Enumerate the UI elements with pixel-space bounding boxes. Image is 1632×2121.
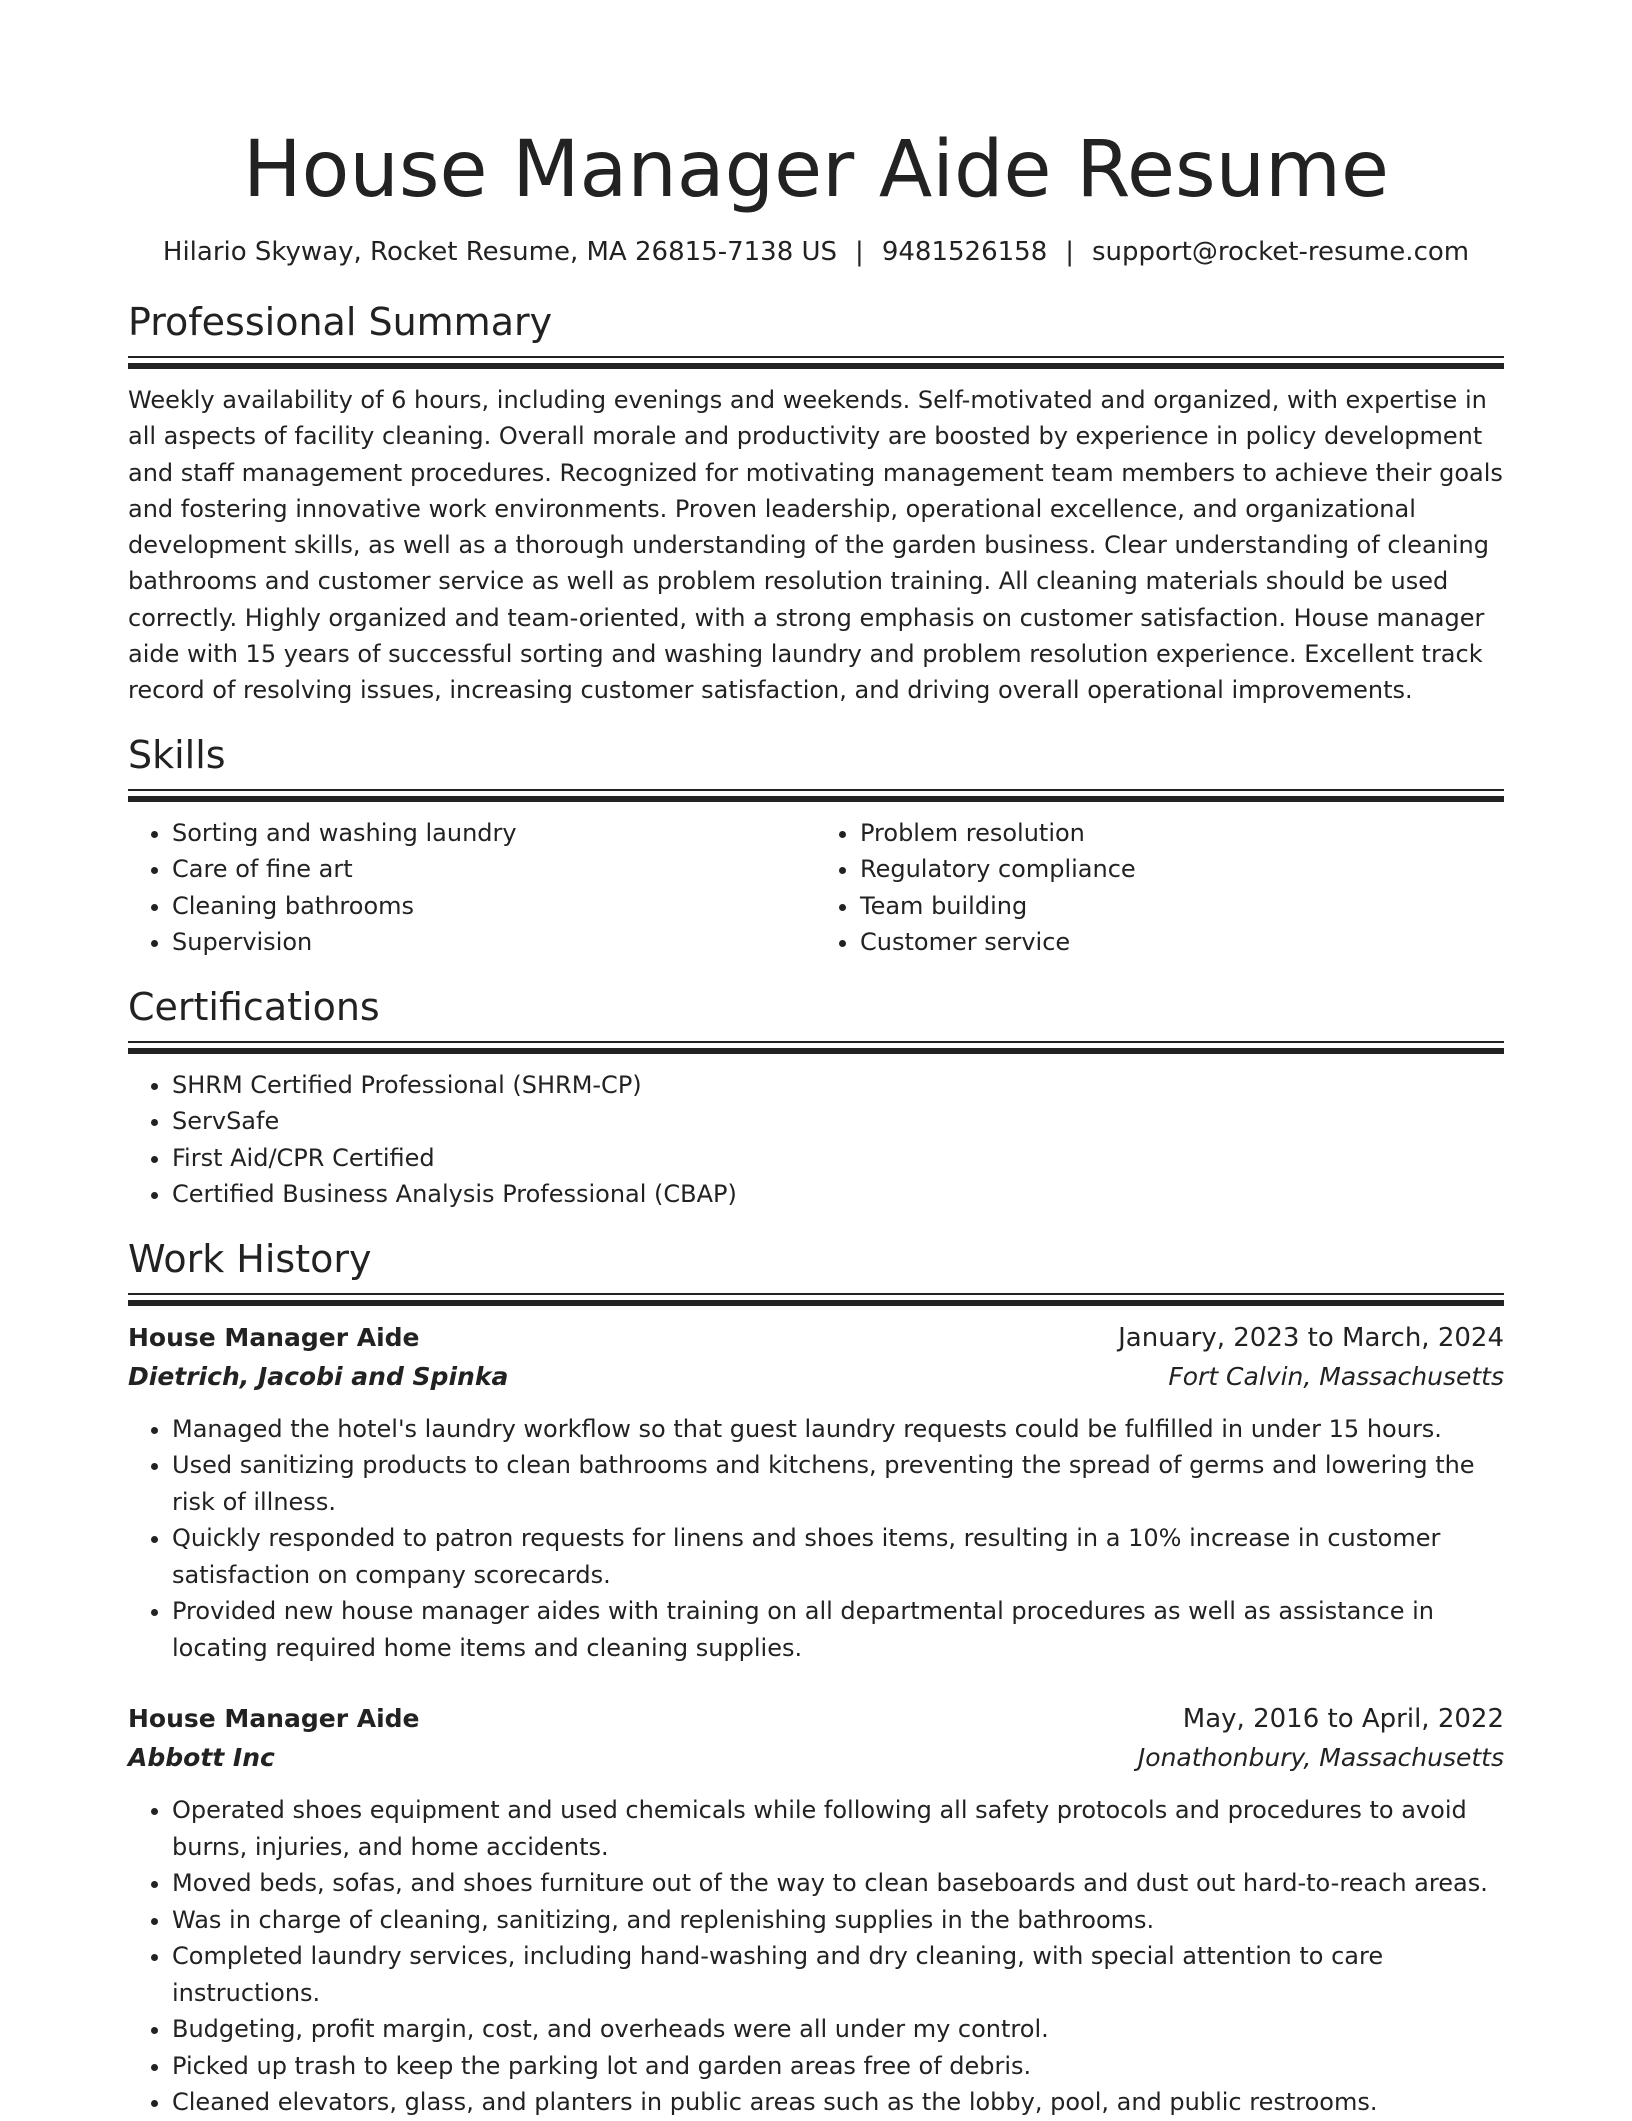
- skills-list-left: [128, 815, 816, 961]
- skill-item: • Cleaning bathrooms: [172, 888, 816, 925]
- skill-item: • Supervision: [172, 924, 816, 961]
- job-bullet: • Picked up trash to keep the parking lot and garden areas free of debris.: [172, 2048, 1504, 2085]
- job-dates: May, 2016 to April, 2022: [1182, 1704, 1504, 1735]
- job-location: Jonathonbury, Massachusetts: [1137, 1743, 1504, 1773]
- work-history-heading: Work History: [128, 1236, 372, 1281]
- job-bullet: • Moved beds, sofas, and shoes furniture out of the way to clean baseboards and dust out hard-to-reach areas.: [172, 1865, 1504, 1902]
- job-entry: [128, 1700, 1504, 2121]
- certifications-list: [128, 1067, 1504, 1213]
- job-company: Dietrich, Jacobi and Spinka: [128, 1361, 509, 1391]
- job-bullet: • Used sanitizing products to clean bathrooms and kitchens, preventing the spread of germs and lowering the risk of illness.: [172, 1447, 1504, 1520]
- job-title: House Manager Aide: [128, 1322, 420, 1352]
- job-company: Abbott Inc: [128, 1743, 275, 1773]
- job-bullet: • Was in charge of cleaning, sanitizing, and replenishing supplies in the bathrooms.: [172, 1902, 1504, 1939]
- job-entry: [128, 1319, 1504, 1667]
- skill-item: • Regulatory compliance: [860, 851, 1504, 888]
- skill-item: • Team building: [860, 888, 1504, 925]
- skills-columns: [128, 815, 1504, 961]
- contact-separator: |: [855, 237, 864, 267]
- certification-item: • Certified Business Analysis Professional (CBAP): [172, 1176, 1504, 1213]
- skills-list-right: [816, 815, 1504, 961]
- job-location: Fort Calvin, Massachusetts: [1168, 1361, 1504, 1391]
- job-bullet: • Quickly responded to patron requests for linens and shoes items, resulting in a 10% increase in customer satisfaction on company scorecards.: [172, 1520, 1504, 1593]
- job-bullet: • Cleaned elevators, glass, and planters in public areas such as the lobby, pool, and public restrooms.: [172, 2084, 1504, 2121]
- skills-section: [128, 731, 1504, 961]
- certifications-section: [128, 983, 1504, 1213]
- job-header: [128, 1700, 1504, 1738]
- skill-item: • Customer service: [860, 924, 1504, 961]
- contact-address: Hilario Skyway, Rocket Resume, MA 26815-7138 US: [162, 237, 838, 267]
- certification-item: • SHRM Certified Professional (SHRM-CP): [172, 1067, 1504, 1104]
- job-bullet: • Managed the hotel's laundry workflow so that guest laundry requests could be fulfilled in under 15 hours.: [172, 1411, 1504, 1448]
- certification-item: • First Aid/CPR Certified: [172, 1140, 1504, 1177]
- certification-item: • ServSafe: [172, 1103, 1504, 1140]
- skills-heading: Skills: [128, 732, 226, 777]
- job-bullet: • Provided new house manager aides with training on all departmental procedures as well as assistance in locating required home items and cleaning supplies.: [172, 1593, 1504, 1666]
- job-subheader: [128, 1357, 1504, 1397]
- job-subheader: [128, 1738, 1504, 1778]
- job-bullet: • Operated shoes equipment and used chemicals while following all safety protocols and procedures to avoid burns, injuries, and home accidents.: [172, 1792, 1504, 1865]
- resume-title: House Manager Aide Resume: [243, 125, 1389, 215]
- work-history-section: [128, 1235, 1504, 2121]
- section-divider: [128, 1041, 1504, 1055]
- contact-email[interactable]: support@rocket-resume.com: [1092, 237, 1470, 267]
- contact-phone: 9481526158: [881, 237, 1048, 267]
- summary-text: Weekly availability of 6 hours, including evenings and weekends. Self-motivated and organized, with expertise in all aspects of facility cleaning. Overall morale and productivity are boosted by experience in policy development and staff management procedures. Recognized for motivating management team members to achieve their goals and fostering innovative work environments. Proven leadership, operational excellence, and organizational development skills, as well as a thorough understanding of the garden business. Clear understanding of cleaning bathrooms and customer service as well as problem resolution training. All cleaning materials should be used correctly. Highly organized and team-oriented, with a strong emphasis on customer satisfaction. House manager aide with 15 years of successful sorting and washing laundry and problem resolution experience. Excellent track record of resolving issues, increasing customer satisfaction, and driving overall operational improvements.: [128, 386, 1503, 705]
- job-bullet: • Budgeting, profit margin, cost, and overheads were all under my control.: [172, 2011, 1504, 2048]
- skill-item: • Sorting and washing laundry: [172, 815, 816, 852]
- contact-separator: |: [1065, 237, 1074, 267]
- section-divider: [128, 1293, 1504, 1307]
- section-divider: [128, 789, 1504, 803]
- summary-heading: Professional Summary: [128, 300, 553, 344]
- job-dates: January, 2023 to March, 2024: [1118, 1322, 1504, 1353]
- skill-item: • Problem resolution: [860, 815, 1504, 852]
- skill-item: • Care of fine art: [172, 851, 816, 888]
- resume-page: [128, 0, 1504, 2121]
- job-title: House Manager Aide: [128, 1704, 420, 1734]
- job-header: [128, 1319, 1504, 1357]
- job-bullets: [128, 1411, 1504, 1667]
- summary-section: [128, 298, 1504, 709]
- job-bullet: • Completed laundry services, including hand-washing and dry cleaning, with special attention to care instructions.: [172, 1938, 1504, 2011]
- contact-line: [128, 234, 1504, 270]
- certifications-heading: Certifications: [128, 984, 380, 1029]
- section-divider: [128, 356, 1504, 370]
- job-bullets: [128, 1792, 1504, 2121]
